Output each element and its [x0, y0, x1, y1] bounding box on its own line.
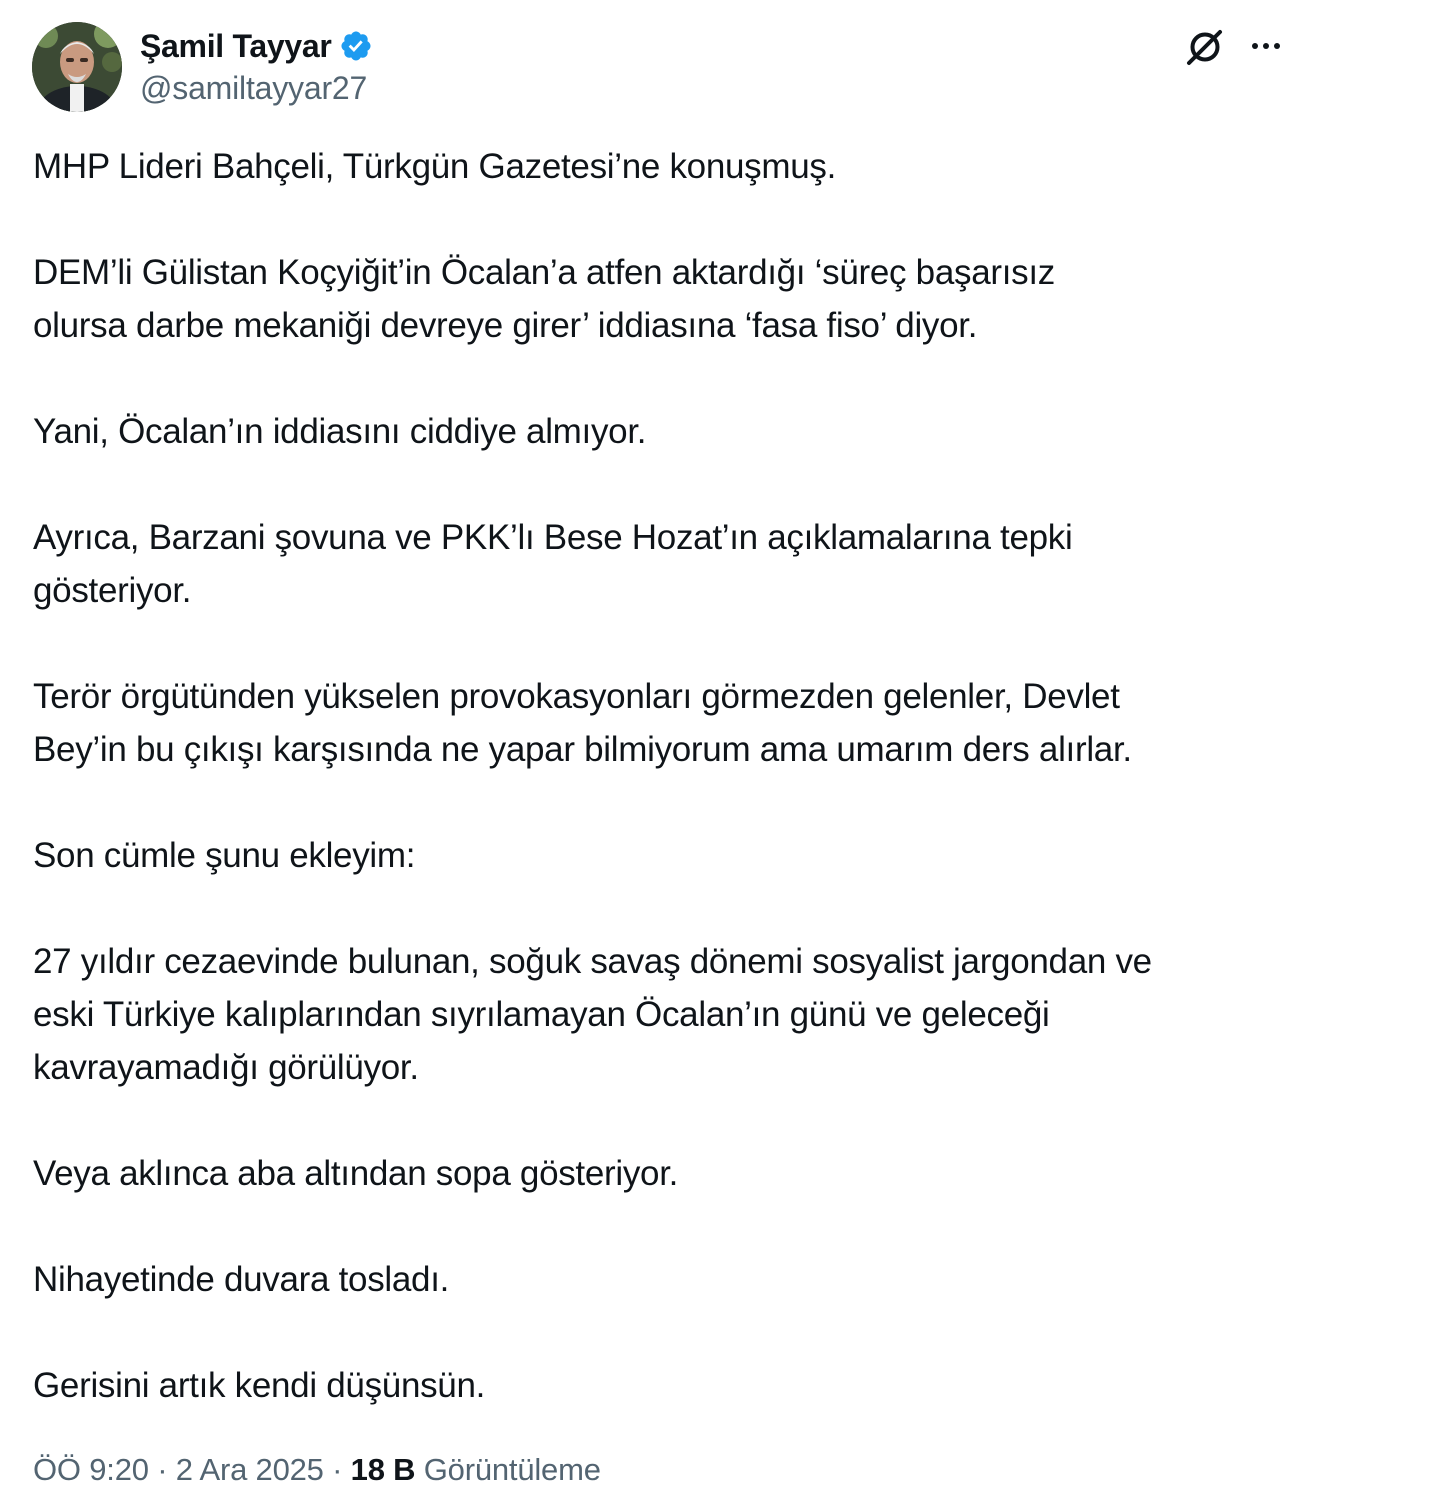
more-dot	[1263, 43, 1269, 49]
tweet-paragraph: Veya aklınca aba altından sopa gösteriyor.	[33, 1154, 679, 1193]
more-dot	[1274, 43, 1280, 49]
tweet-paragraph: Gerisini artık kendi düşünsün.	[33, 1366, 486, 1405]
tweet-text	[33, 140, 1333, 1412]
author-handle[interactable]: @samiltayyar27	[140, 70, 368, 106]
tweet-paragraph: 27 yıldır cezaevinde bulunan, soğuk savaş dönemi sosyalist jargondan ve eski Türkiye kalıplarından sıyrılamayan Öcalan’ın günü ve geleceği kavrayamadığı görülüyor.	[33, 942, 1152, 1087]
tweet-date[interactable]: 2 Ara 2025	[175, 1452, 324, 1487]
tweet-paragraph: Ayrıca, Barzani şovuna ve PKK’lı Bese Hozat’ın açıklamalarına tepki gösteriyor.	[33, 518, 1073, 610]
author-name-row	[140, 26, 373, 66]
meta-separator: ·	[148, 1452, 176, 1487]
meta-separator: ·	[323, 1452, 351, 1487]
grok-icon[interactable]	[1184, 26, 1226, 68]
tweet-paragraph: Nihayetinde duvara tosladı.	[33, 1260, 450, 1299]
tweet-paragraph: MHP Lideri Bahçeli, Türkgün Gazetesi’ne konuşmuş.	[33, 147, 837, 186]
views-count: 18 B	[350, 1452, 416, 1487]
tweet-meta	[33, 1452, 601, 1488]
tweet-paragraph: Yani, Öcalan’ın iddiasını ciddiye almıyor.	[33, 412, 647, 451]
avatar-photo	[32, 22, 122, 112]
views-label: Görüntüleme	[415, 1452, 601, 1487]
tweet-paragraph: Terör örgütünden yükselen provokasyonları görmezden gelenler, Devlet Bey’in bu çıkışı karşısında ne yapar bilmiyorum ama umarım ders alırlar.	[33, 677, 1132, 769]
more-horizontal-icon[interactable]	[1246, 30, 1286, 62]
tweet-paragraph: DEM’li Gülistan Koçyiğit’in Öcalan’a atfen aktardığı ‘süreç başarısız olursa darbe mekaniği devreye girer’ iddiasına ‘fasa fiso’ diyor.	[33, 253, 1055, 345]
author-display-name[interactable]: Şamil Tayyar	[140, 27, 332, 64]
avatar[interactable]	[32, 22, 122, 112]
tweet-paragraph: Son cümle şunu ekleyim:	[33, 836, 416, 875]
verified-badge-icon[interactable]	[339, 29, 373, 63]
more-dot	[1252, 43, 1258, 49]
tweet-time[interactable]: ÖÖ 9:20	[33, 1452, 149, 1487]
